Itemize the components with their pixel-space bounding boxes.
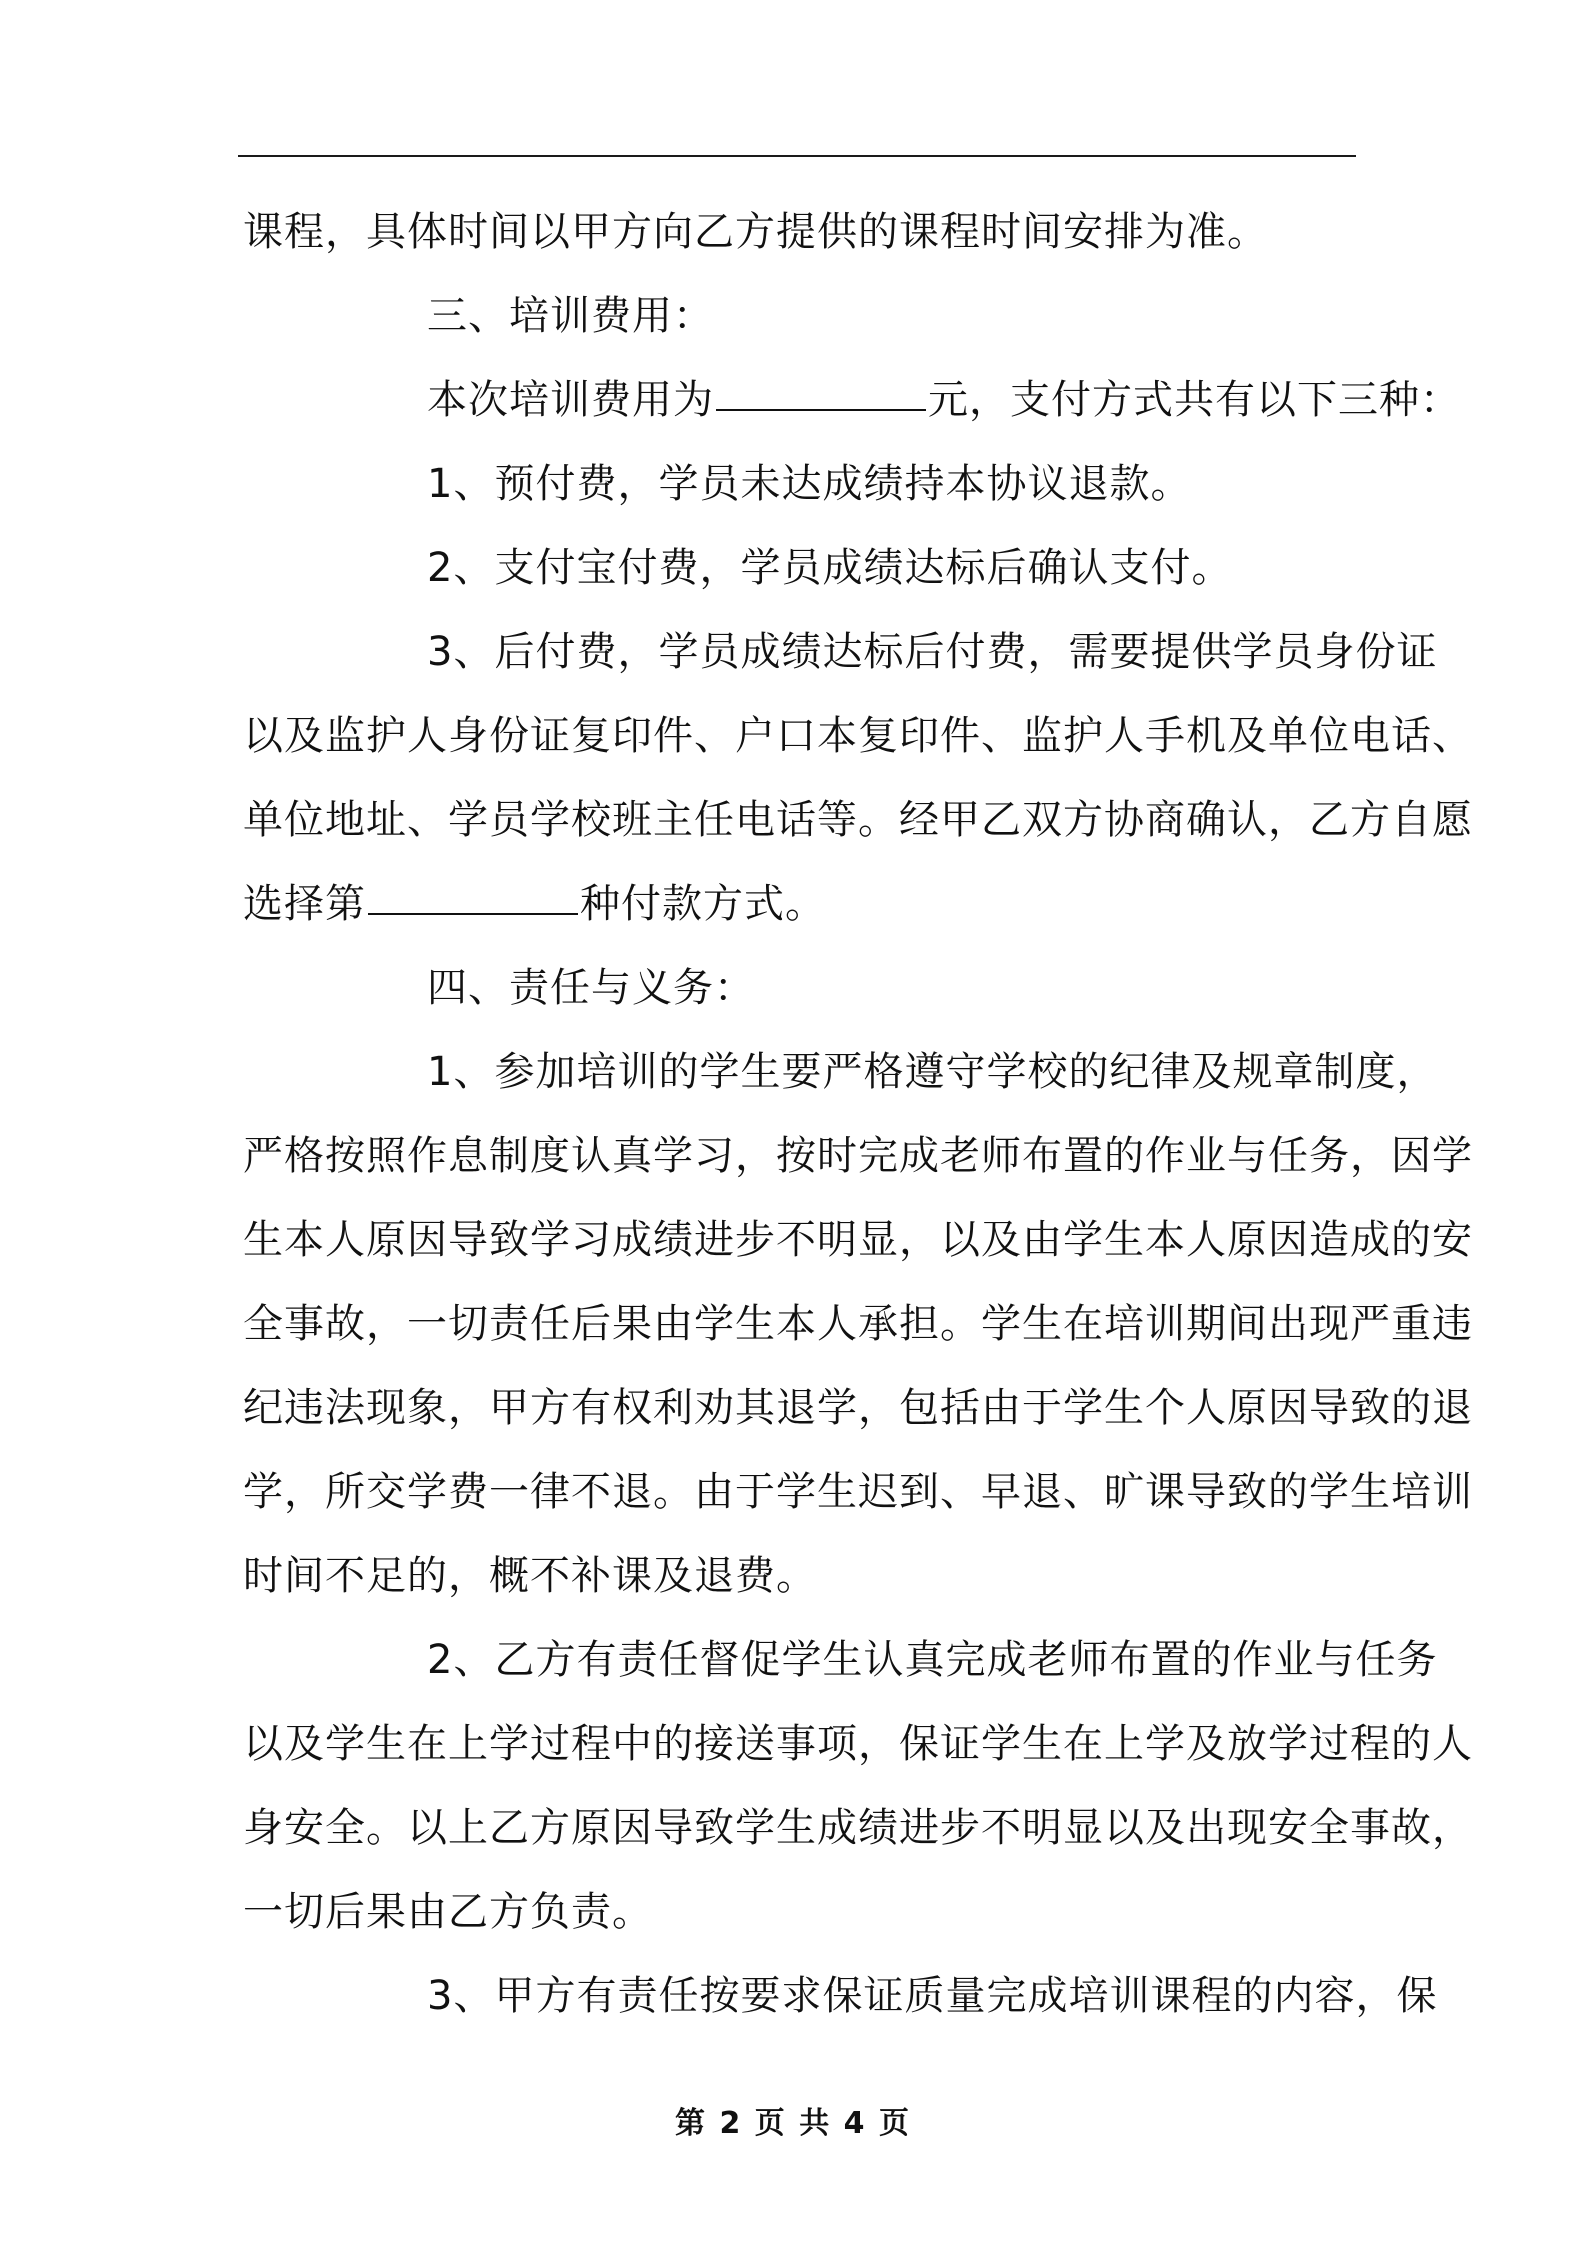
page-number: 第 2 页 共 4 页 (675, 2106, 911, 2141)
line-text-before-blank: 本次培训费用为 (427, 377, 714, 423)
line-text: 2、支付宝付费，学员成绩达标后确认支付。 (427, 545, 1233, 591)
paragraph-line (243, 1366, 1473, 1450)
line-text: 3、后付费，学员成绩达标后付费，需要提供学员身份证 (427, 629, 1438, 675)
line-text-after-blank: 元，支付方式共有以下三种： (928, 377, 1461, 423)
line-text-before-blank: 选择第 (243, 881, 366, 927)
line-text: 三、培训费用： (427, 293, 714, 339)
header-rule (238, 155, 1356, 157)
line-text: 纪违法现象，甲方有权利劝其退学，包括由于学生个人原因导致的退 (243, 1385, 1473, 1431)
fill-in-blank[interactable] (368, 911, 578, 915)
paragraph-line (243, 358, 1461, 442)
paragraph-line (243, 1282, 1473, 1366)
line-text: 单位地址、学员学校班主任电话等。经甲乙双方协商确认，乙方自愿 (243, 797, 1473, 843)
line-text: 2、乙方有责任督促学生认真完成老师布置的作业与任务 (427, 1637, 1438, 1683)
paragraph-line (243, 1114, 1473, 1198)
paragraph-line (243, 1534, 1378, 1618)
paragraph-line (243, 190, 1378, 274)
paragraph-line (243, 1870, 1378, 1954)
paragraph-line (243, 1618, 1438, 1702)
page-footer (0, 2098, 1586, 2142)
paragraph-line (243, 1198, 1473, 1282)
paragraph-line (243, 526, 1378, 610)
line-text: 严格按照作息制度认真学习，按时完成老师布置的作业与任务，因学 (243, 1133, 1473, 1179)
line-text: 1、预付费，学员未达成绩持本协议退款。 (427, 461, 1192, 507)
line-text: 以及学生在上学过程中的接送事项，保证学生在上学及放学过程的人 (243, 1721, 1473, 1767)
line-text-after-blank: 种付款方式。 (580, 881, 826, 927)
line-text: 四、责任与义务： (427, 965, 755, 1011)
line-text: 全事故，一切责任后果由学生本人承担。学生在培训期间出现严重违 (243, 1301, 1473, 1347)
paragraph-line (243, 442, 1378, 526)
line-text: 课程，具体时间以甲方向乙方提供的课程时间安排为准。 (243, 209, 1268, 255)
paragraph-line (243, 1786, 1473, 1870)
line-text: 1、参加培训的学生要严格遵守学校的纪律及规章制度， (427, 1049, 1438, 1095)
paragraph-line (243, 1030, 1438, 1114)
line-text: 一切后果由乙方负责。 (243, 1889, 653, 1935)
paragraph-line (243, 274, 1378, 358)
line-text: 时间不足的，概不补课及退费。 (243, 1553, 817, 1599)
paragraph-line (243, 610, 1438, 694)
paragraph-line (243, 778, 1473, 862)
line-text: 学，所交学费一律不退。由于学生迟到、早退、旷课导致的学生培训 (243, 1469, 1473, 1515)
line-text: 生本人原因导致学习成绩进步不明显，以及由学生本人原因造成的安 (243, 1217, 1473, 1263)
document-body (243, 190, 1473, 2038)
line-text: 以及监护人身份证复印件、户口本复印件、监护人手机及单位电话、 (243, 713, 1473, 759)
paragraph-line (243, 946, 1378, 1030)
paragraph-line (243, 1450, 1473, 1534)
paragraph-line (243, 1702, 1473, 1786)
paragraph-line (243, 1954, 1438, 2038)
line-text: 身安全。以上乙方原因导致学生成绩进步不明显以及出现安全事故， (243, 1805, 1473, 1851)
paragraph-line (243, 862, 1378, 946)
fill-in-blank[interactable] (716, 407, 926, 411)
paragraph-line (243, 694, 1473, 778)
line-text: 3、甲方有责任按要求保证质量完成培训课程的内容，保 (427, 1973, 1438, 2019)
